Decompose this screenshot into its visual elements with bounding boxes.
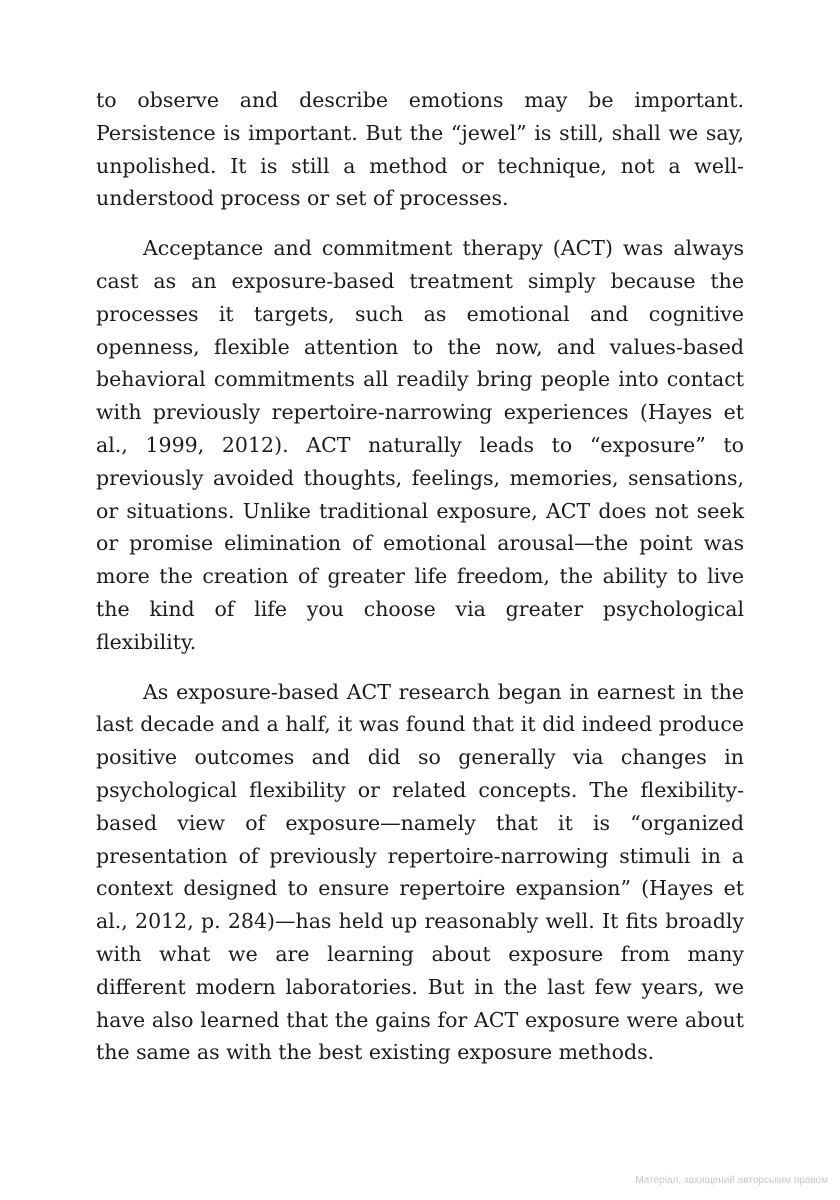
paragraph-act-exposure: Acceptance and commitment therapy (ACT) was always cast as an exposure-based treatment simply because the processes it targets, such as emotional and cognitive openness, flexible attention to the now, and values-based behavioral commitments all readily bring people into contact with previously repertoire-narrowing experiences (Hayes et al., 1999, 2012). ACT naturally leads to “exposure” to previously avoided thoughts, feelings, memories, sensations, or situations. Unlike traditional exposure, ACT does not seek or promise elimination of emotional arousal—the point was more the creation of greater life freedom, the ability to live the kind of life you choose via greater psychological flexibility. <box>96 236 744 654</box>
paragraph-act-research: As exposure-based ACT research began in earnest in the last decade and a half, it was found that it did indeed produce positive outcomes and did so generally via changes in psychological flexibility or related concepts. The flexibility-based view of exposure—namely that it is “organized presentation of previously repertoire-narrowing stimuli in a context designed to ensure repertoire expansion” (Hayes et al., 2012, p. 284)—has held up reasonably well. It fits broadly with what we are learning about exposure from many different modern laboratories. But in the last few years, we have also learned that the gains for ACT exposure were about the same as with the best existing exposure methods. <box>96 679 744 1065</box>
copyright-watermark: Матеріал, захищений авторським правом <box>635 1175 828 1186</box>
document-body <box>96 84 744 1086</box>
paragraph-continued: to observe and describe emotions may be important. Persistence is important. But the “jewel” is still, shall we say, unpolished. It is still a method or technique, not a well-understood process or set of processes. <box>96 88 744 211</box>
